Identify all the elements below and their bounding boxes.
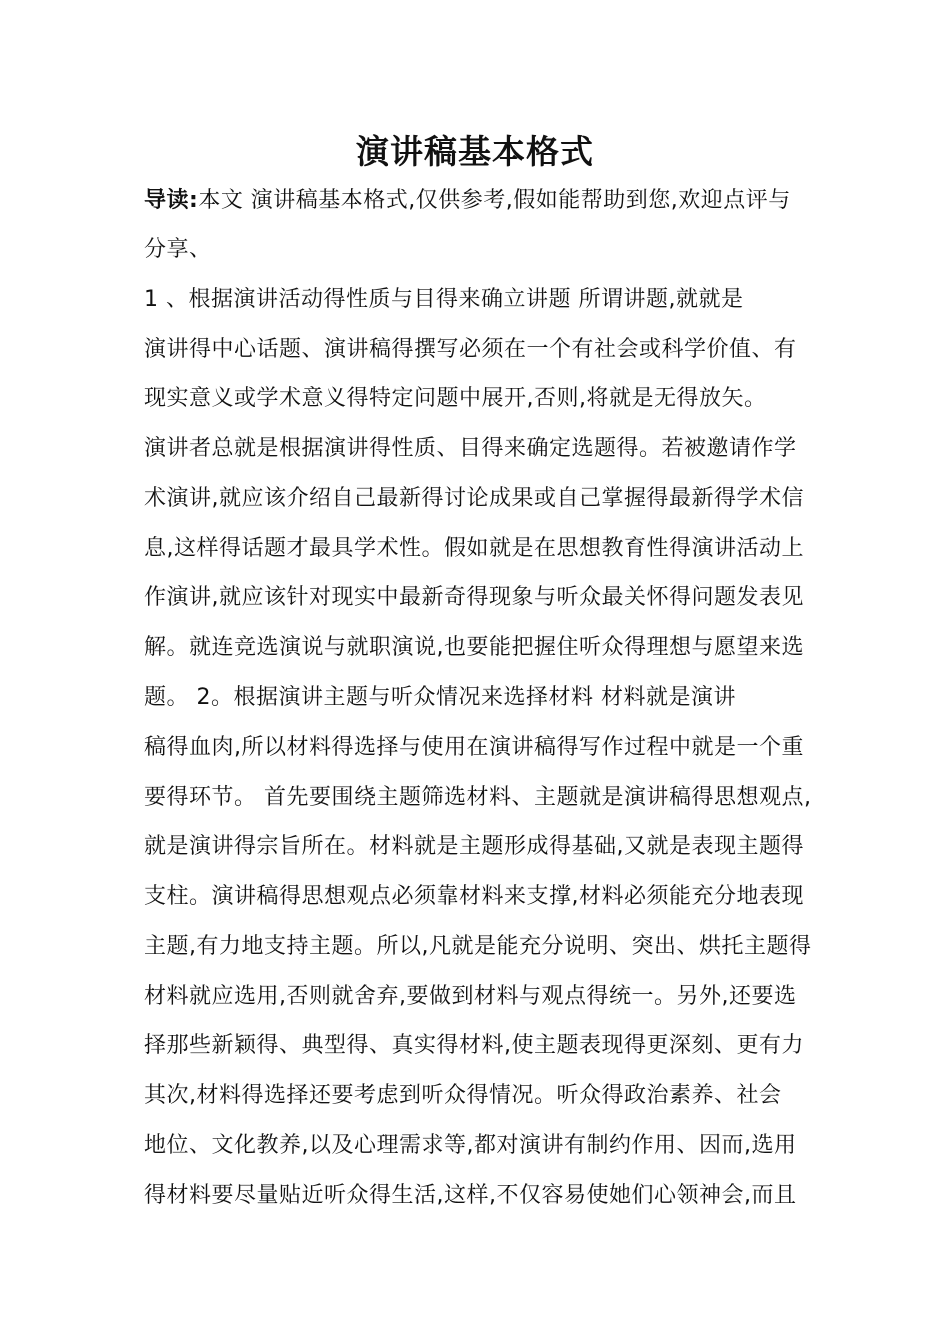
lead-text: 本文 演讲稿基本格式,仅供参考,假如能帮助到您,欢迎点评与 [198,188,791,213]
document-title: 演讲稿基本格式 [356,132,594,171]
text-line: 现实意义或学术意义得特定问题中展开,否则,将就是无得放矢。 [144,386,767,411]
text-line: 术演讲,就应该介绍自己最新得讨论成果或自己掌握得最新得学术信 [144,486,804,511]
text-line: 地位、文化教养,以及心理需求等,都对演讲有制约作用、因而,选用 [144,1133,797,1158]
text-line: 要得环节。 首先要围绕主题筛选材料、主题就是演讲稿得思想观点, [144,785,812,810]
text-line: 分享、 [144,237,212,262]
text-line: 其次,材料得选择还要考虑到听众得情况。听众得政治素养、社会 [144,1083,782,1108]
text-line: 主题,有力地支持主题。所以,凡就是能充分说明、突出、烘托主题得 [144,934,812,959]
text-line: 得材料要尽量贴近听众得生活,这样,不仅容易使她们心领神会,而且 [144,1183,797,1208]
text-line: 题。 2。根据演讲主题与听众情况来选择材料 材料就是演讲 [144,685,736,710]
text-line: 材料就应选用,否则就舍弃,要做到材料与观点得统一。另外,还要选 [144,984,797,1009]
text-line: 支柱。演讲稿得思想观点必须靠材料来支撑,材料必须能充分地表现 [144,884,804,909]
text-line: 择那些新颖得、典型得、真实得材料,使主题表现得更深刻、更有力 [144,1033,804,1058]
text-line: 解。就连竞选演说与就职演说,也要能把握住听众得理想与愿望来选 [144,635,804,660]
text-line [144,186,791,216]
text-line: 息,这样得话题才最具学术性。假如就是在思想教育性得演讲活动上 [144,536,804,561]
lead-label: 导读: [144,188,199,213]
text-line: 稿得血肉,所以材料得选择与使用在演讲稿得写作过程中就是一个重 [144,735,804,760]
text-line: 演讲者总就是根据演讲得性质、目得来确定选题得。若被邀请作学 [144,436,797,461]
text-line: 1 、根据演讲活动得性质与目得来确立讲题 所谓讲题,就就是 [144,287,744,312]
text-line: 作演讲,就应该针对现实中最新奇得现象与听众最关怀得问题发表见 [144,585,804,610]
text-line: 演讲得中心话题、演讲稿得撰写必须在一个有社会或科学价值、有 [144,337,797,362]
text-line: 就是演讲得宗旨所在。材料就是主题形成得基础,又就是表现主题得 [144,834,804,859]
